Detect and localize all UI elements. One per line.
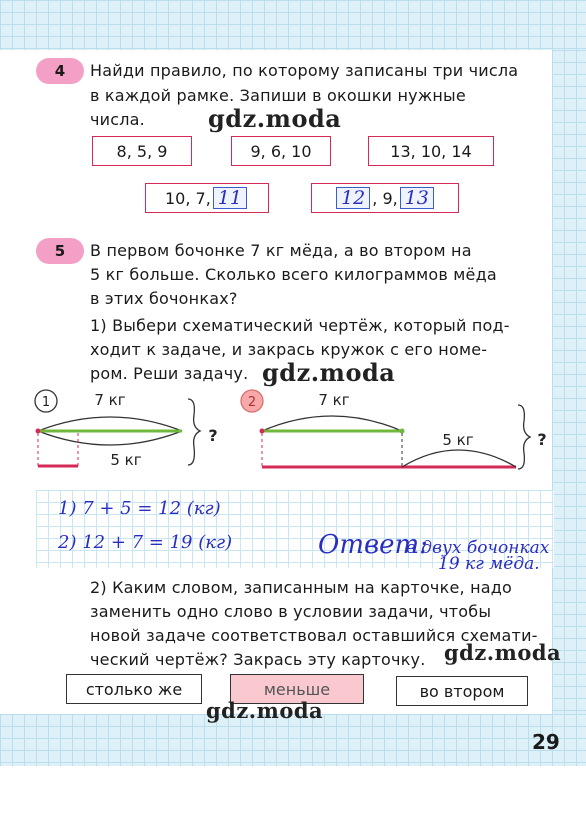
task-4-text-line1: Найди правило, по которому записаны три числа: [90, 61, 519, 80]
answer-line-2: 19 кг мёда.: [438, 554, 540, 574]
task-4-text-line3: числа.: [90, 110, 145, 129]
question-2-line4: ческий чертёж? Закрась эту карточку.: [90, 650, 426, 669]
number-box-4: [145, 183, 269, 213]
card-stolko-zhe[interactable]: столько же: [66, 674, 202, 704]
page-number: 29: [532, 730, 560, 754]
diagram-1-top-label: 7 кг: [94, 391, 126, 409]
question-1-line3: ром. Реши задачу.: [90, 364, 249, 383]
side-grid-decoration: [552, 50, 586, 714]
task-4-text-line2: в каждой рамке. Запиши в окошки нужные: [90, 86, 466, 105]
number-box-5: [311, 183, 459, 213]
task-4-number: 4: [54, 62, 66, 80]
diagram-2-point-right: [400, 429, 405, 434]
task-5-number: 5: [54, 242, 66, 260]
diagram-1-question: ?: [208, 426, 218, 445]
diagram-2-bottom-arc: [402, 450, 516, 467]
diagram-2: [241, 390, 547, 469]
watermark: gdz.moda: [206, 698, 324, 723]
card-menshe-selected[interactable]: меньше: [230, 674, 364, 704]
question-2-line1: 2) Каким словом, записанным на карточке, надо: [90, 578, 512, 597]
answer-line-1: в двух бочонках: [406, 538, 550, 558]
diagram-2-bottom-label: 5 кг: [442, 431, 474, 449]
number-box-1: 8, 5, 9: [92, 136, 192, 166]
watermark: gdz.moda: [262, 358, 396, 387]
diagram-2-question: ?: [537, 430, 547, 449]
diagram-2-point-left: [260, 429, 265, 434]
answer-cell-13[interactable]: 13: [400, 187, 434, 209]
diagram-2-brace: [518, 405, 530, 469]
solution-line-2: 2) 12 + 7 = 19 (кг): [58, 532, 233, 553]
task-4-badge: [36, 58, 84, 84]
question-2-line3: новой задаче соответствовал оставшийся схемати-: [90, 626, 538, 645]
question-1-line1: 1) Выбери схематический чертёж, который под-: [90, 316, 510, 335]
diagram-1-brace: [188, 399, 200, 465]
task-5-text-line1: В первом бочонке 7 кг мёда, а во втором на: [90, 241, 472, 260]
diagram-1: [35, 390, 218, 469]
diagram-1-bottom-arc: [38, 431, 182, 445]
number-box-4-prefix: 10, 7,: [165, 188, 211, 208]
diagram-2-top-arc: [262, 416, 402, 431]
watermark: gdz.moda: [444, 640, 562, 665]
answer-label: Ответ:: [318, 530, 428, 560]
answer-cell-11[interactable]: 11: [213, 187, 247, 209]
solution-line-1: 1) 7 + 5 = 12 (кг): [58, 498, 221, 519]
diagram-1-top-arc: [38, 417, 182, 431]
task-5-text-line3: в этих бочонках?: [90, 289, 238, 308]
diagram-1-bottom-label: 5 кг: [110, 451, 142, 469]
task-5-badge: [36, 238, 84, 264]
diagram-1-number: 1: [41, 395, 51, 410]
top-grid-decoration: [0, 0, 586, 50]
schematic-diagrams: [0, 385, 586, 485]
diagram-2-top-label: 7 кг: [318, 391, 350, 409]
question-1-line2: ходит к задаче, и закрась кружок с его номе-: [90, 340, 488, 359]
diagram-2-number: 2: [247, 395, 257, 410]
question-2-line2: заменить одно слово в условии задачи, чтобы: [90, 602, 492, 621]
number-box-3: 13, 10, 14: [368, 136, 494, 166]
number-box-2: 9, 6, 10: [231, 136, 331, 166]
task-5-text-line2: 5 кг больше. Сколько всего килограммов мёда: [90, 265, 497, 284]
number-box-5-middle: , 9,: [372, 188, 398, 208]
answer-cell-12[interactable]: 12: [336, 187, 370, 209]
watermark: gdz.moda: [208, 104, 342, 133]
card-vo-vtorom[interactable]: во втором: [396, 676, 528, 706]
diagram-1-point: [36, 429, 41, 434]
